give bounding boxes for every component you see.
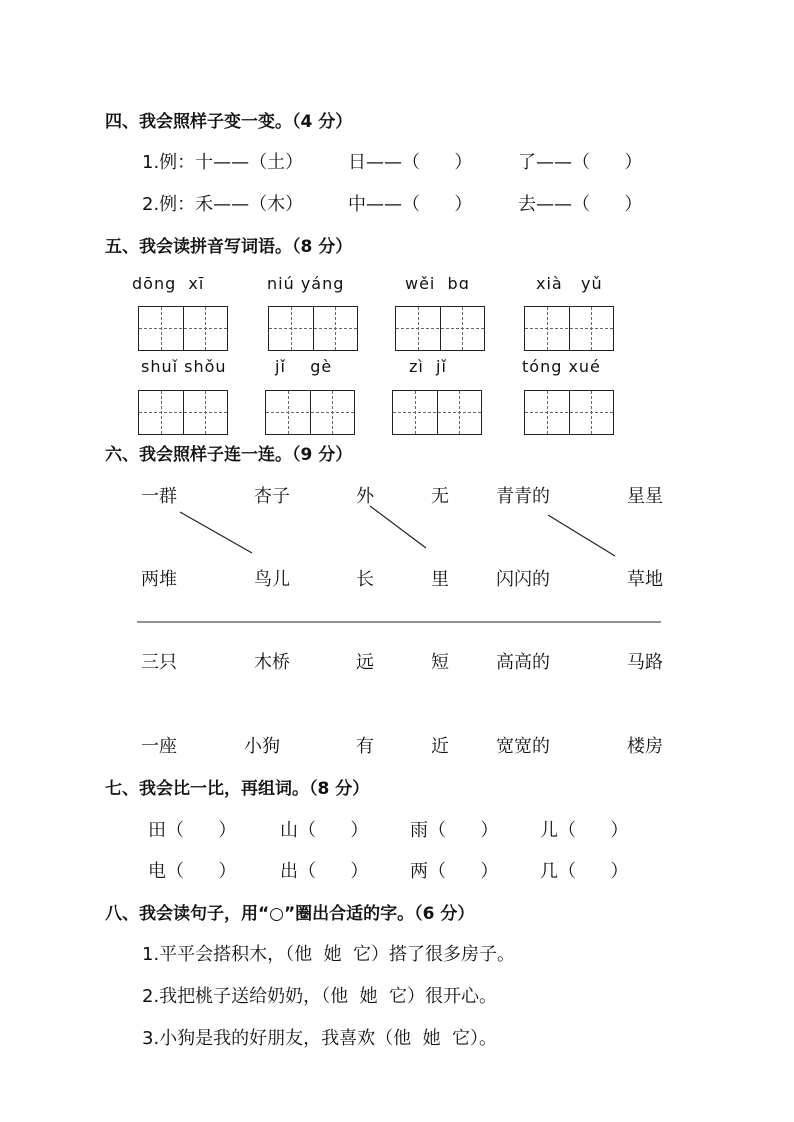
match-item[interactable]: 高高的 xyxy=(496,652,550,673)
sentence-1: 1.平平会搭积木，（他 她 它）搭了很多房子。 xyxy=(142,944,516,965)
section5-heading: 五、我会读拼音写词语。（8 分） xyxy=(105,237,353,257)
pinyin-5: shuǐ shǒu xyxy=(141,357,227,376)
sentence-2: 2.我把桃子送给奶奶，（他 她 它）很开心。 xyxy=(142,986,498,1007)
example-connector-line xyxy=(548,515,615,556)
match-item[interactable]: 无 xyxy=(431,486,449,507)
section6-heading: 六、我会照样子连一连。（9 分） xyxy=(105,445,353,465)
pinyin-6: jǐ gè xyxy=(275,357,333,376)
example-connector-line xyxy=(180,512,252,553)
compare-item: 田（ ） xyxy=(148,820,237,841)
pinyin-3: wěi bɑ xyxy=(405,274,470,293)
match-item[interactable]: 一座 xyxy=(141,736,177,757)
pinyin-1: dōng xī xyxy=(132,274,205,293)
q4-row1-item1: 1.例：十——（土） xyxy=(142,152,304,173)
compare-item: 山（ ） xyxy=(280,820,369,841)
match-item[interactable]: 马路 xyxy=(627,652,663,673)
match-item[interactable]: 鸟儿 xyxy=(254,569,290,590)
match-item[interactable]: 小狗 xyxy=(244,736,280,757)
match-item[interactable]: 两堆 xyxy=(141,569,177,590)
q4-row2-item2: 中——（ ） xyxy=(348,194,473,215)
section8-heading: 八、我会读句子，用“○”圈出合适的字。（6 分） xyxy=(105,904,475,924)
match-item[interactable]: 青青的 xyxy=(496,486,550,507)
sentence-3: 3.小狗是我的好朋友，我喜欢（他 她 它）。 xyxy=(142,1028,498,1049)
compare-item: 雨（ ） xyxy=(410,820,499,841)
match-item[interactable]: 里 xyxy=(431,569,449,590)
compare-item: 几（ ） xyxy=(540,861,629,882)
compare-item: 儿（ ） xyxy=(540,820,629,841)
compare-item: 两（ ） xyxy=(410,861,499,882)
q4-row2-item3: 去——（ ） xyxy=(518,194,643,215)
q4-row1-item2: 日——（ ） xyxy=(348,152,473,173)
match-item[interactable]: 草地 xyxy=(627,569,663,590)
pinyin-8: tóng xué xyxy=(522,357,601,376)
q4-row2-item1: 2.例：禾——（木） xyxy=(142,194,304,215)
match-item[interactable]: 外 xyxy=(356,486,374,507)
q4-row1-item3: 了——（ ） xyxy=(518,152,643,173)
pinyin-7: zì jǐ xyxy=(409,357,447,376)
match-item[interactable]: 星星 xyxy=(627,486,663,507)
match-item[interactable]: 有 xyxy=(356,736,374,757)
match-item[interactable]: 一群 xyxy=(141,486,177,507)
match-item[interactable]: 木桥 xyxy=(254,652,290,673)
pinyin-4: xià yǔ xyxy=(536,274,603,293)
section7-heading: 七、我会比一比，再组词。（8 分） xyxy=(105,779,370,799)
match-item[interactable]: 楼房 xyxy=(627,736,663,757)
match-item[interactable]: 短 xyxy=(431,652,449,673)
compare-item: 出（ ） xyxy=(280,861,369,882)
match-item[interactable]: 宽宽的 xyxy=(496,736,550,757)
match-item[interactable]: 长 xyxy=(356,569,374,590)
compare-item: 电（ ） xyxy=(148,861,237,882)
pinyin-2: niú yáng xyxy=(267,274,345,293)
match-item[interactable]: 三只 xyxy=(141,652,177,673)
match-item[interactable]: 远 xyxy=(356,652,374,673)
match-item[interactable]: 闪闪的 xyxy=(496,569,550,590)
match-item[interactable]: 近 xyxy=(431,736,449,757)
section4-heading: 四、我会照样子变一变。（4 分） xyxy=(105,112,353,132)
match-item[interactable]: 杏子 xyxy=(254,486,290,507)
example-connector-line xyxy=(370,506,426,548)
